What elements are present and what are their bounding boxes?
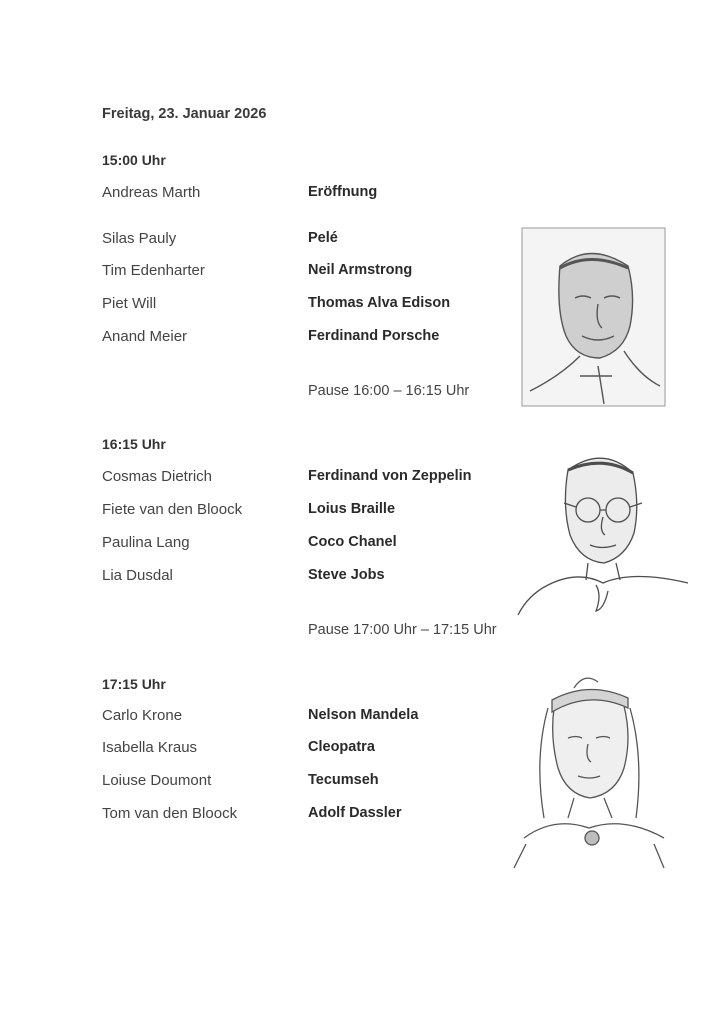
speaker-name: Loiuse Doumont xyxy=(102,772,212,789)
block-time: 17:15 Uhr xyxy=(102,676,166,692)
portrait-sketch-3 xyxy=(504,668,674,872)
talk-topic: Thomas Alva Edison xyxy=(308,295,451,311)
speaker-name: Silas Pauly xyxy=(102,230,177,247)
talk-topic: Pelé xyxy=(308,230,338,246)
talk-topic: Ferdinand von Zeppelin xyxy=(308,468,472,484)
talk-topic: Loius Braille xyxy=(308,501,396,517)
pause-note: Pause 17:00 Uhr – 17:15 Uhr xyxy=(308,622,497,638)
talk-topic: Tecumseh xyxy=(308,772,379,788)
talk-topic: Eröffnung xyxy=(308,184,378,200)
speaker-name: Isabella Kraus xyxy=(102,739,198,756)
pause-note: Pause 16:00 – 16:15 Uhr xyxy=(308,383,470,399)
talk-topic: Coco Chanel xyxy=(308,534,397,550)
block-time: 15:00 Uhr xyxy=(102,152,166,168)
portrait-sketch-2 xyxy=(508,445,698,625)
speaker-name: Piet Will xyxy=(102,295,157,312)
talk-topic: Steve Jobs xyxy=(308,567,385,583)
talk-topic: Ferdinand Porsche xyxy=(308,328,440,344)
speaker-name: Anand Meier xyxy=(102,328,188,345)
speaker-name: Andreas Marth xyxy=(102,184,201,201)
speaker-name: Cosmas Dietrich xyxy=(102,468,213,485)
talk-topic: Neil Armstrong xyxy=(308,262,413,278)
speaker-name: Carlo Krone xyxy=(102,707,183,724)
speaker-name: Lia Dusdal xyxy=(102,567,173,584)
speaker-name: Tom van den Bloock xyxy=(102,805,238,822)
speaker-name: Fiete van den Bloock xyxy=(102,501,243,518)
speaker-name: Paulina Lang xyxy=(102,534,190,551)
talk-topic: Adolf Dassler xyxy=(308,805,402,821)
block-time: 16:15 Uhr xyxy=(102,436,166,452)
talk-topic: Cleopatra xyxy=(308,739,375,755)
portrait-sketch-1 xyxy=(520,226,668,408)
event-date: Freitag, 23. Januar 2026 xyxy=(102,106,267,122)
speaker-name: Tim Edenharter xyxy=(102,262,205,279)
talk-topic: Nelson Mandela xyxy=(308,707,419,723)
